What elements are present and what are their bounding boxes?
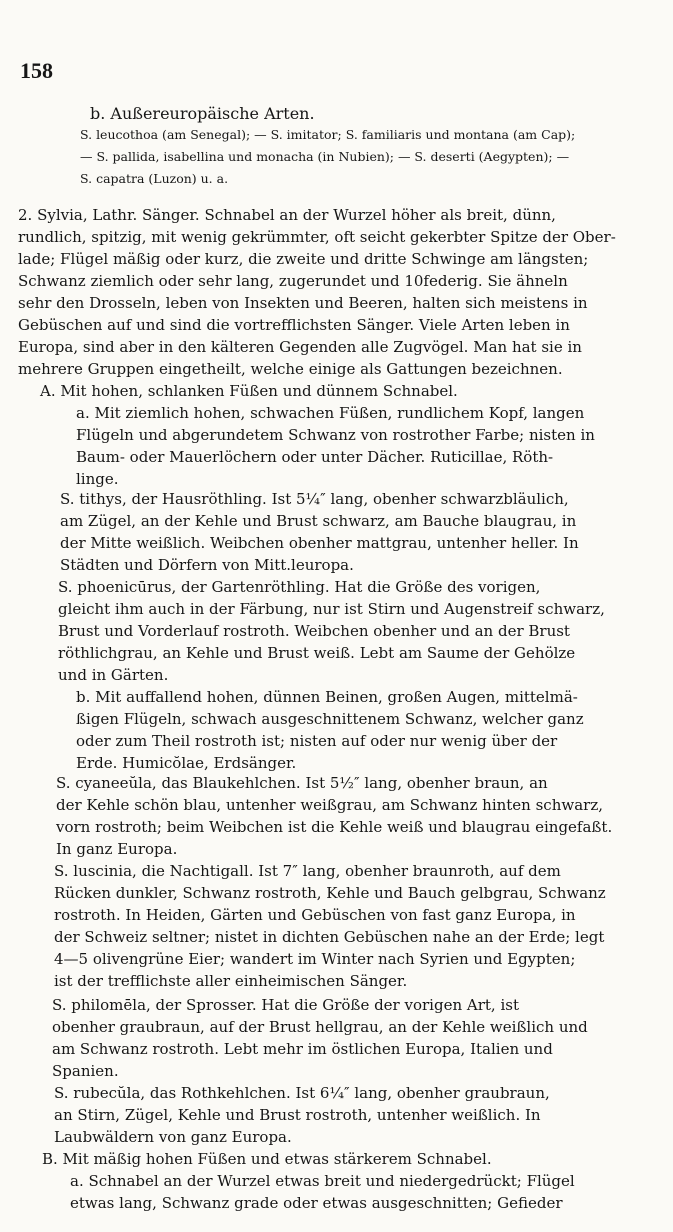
text-line: a. Mit ziemlich hohen, schwachen Füßen, rundlichem Kopf, langen [76,404,585,422]
text-line: rundlich, spitzig, mit wenig gekrümmter, oft seicht gekerbter Spitze der Ober- [18,228,616,246]
text-line: S. luscinia, die Nachtigall. Ist 7″ lang, obenher braunroth, auf dem [54,862,561,880]
text-line: Baum- oder Mauerlöchern oder unter Dächer. Ruticillae, Röth- [76,448,554,466]
text-line: ßigen Flügeln, schwach ausgeschnittenem Schwanz, welcher ganz [76,710,584,728]
species-cyanecula [56,772,673,860]
text-line: In ganz Europa. [56,840,178,858]
text-line: Gebüschen auf und sind die vortrefflichsten Sänger. Viele Arten leben in [18,316,570,334]
text-line: Rücken dunkler, Schwanz rostroth, Kehle und Bauch gelbgrau, Schwanz [54,884,606,902]
text-line: S. phoenicūrus, der Gartenröthling. Hat die Größe des vorigen, [58,578,541,596]
text-line: obenher graubraun, auf der Brust hellgrau, an der Kehle weißlich und [52,1018,588,1036]
text-line: S. tithys, der Hausröthling. Ist 5¼″ lang, obenher schwarzbläulich, [60,490,569,508]
text-line: A. Mit hohen, schlanken Füßen und dünnem Schnabel. [40,382,458,400]
species-philomela [52,994,673,1082]
text-line: ist der trefflichste aller einheimischen Sänger. [54,972,408,990]
text-line: 4—5 olivengrüne Eier; wandert im Winter nach Syrien und Egypten; [54,950,576,968]
text-line: an Stirn, Zügel, Kehle und Brust rostroth, untenher weißlich. In [54,1106,541,1124]
text-line: gleicht ihm auch in der Färbung, nur ist Stirn und Augenstreif schwarz, [58,600,605,618]
text-line: vorn rostroth; beim Weibchen ist die Kehle weiß und blaugrau eingefaßt. [56,818,613,836]
text-line: a. Schnabel an der Wurzel etwas breit und niedergedrückt; Flügel [70,1172,575,1190]
section-heading: b. Außereuropäische Arten. [90,104,315,123]
text-line: S. capatra (Luzon) u. a. [80,171,229,186]
text-line: rostroth. In Heiden, Gärten und Gebüschen von fast ganz Europa, in [54,906,576,924]
intro-paragraph [80,124,673,190]
text-line: Schwanz ziemlich oder sehr lang, zugerundet und 10federig. Sie ähneln [18,272,568,290]
text-line: b. Mit auffallend hohen, dünnen Beinen, großen Augen, mittelmä- [76,688,578,706]
subgroup-b-paragraph [76,686,673,774]
text-line: Erde. Humicŏlae, Erdsänger. [76,754,297,772]
text-line: am Zügel, an der Kehle und Brust schwarz, am Bauche blaugrau, in [60,512,577,530]
text-line: oder zum Theil rostroth ist; nisten auf oder nur wenig über der [76,732,558,750]
text-line: der Kehle schön blau, untenher weißgrau, am Schwanz hinten schwarz, [56,796,603,814]
text-line: Städten und Dörfern von Mitt.leuropa. [60,556,354,574]
species-luscinia [54,860,673,992]
text-line: S. rubecŭla, das Rothkehlchen. Ist 6¼″ lang, obenher graubraun, [54,1084,550,1102]
text-line: und in Gärten. [58,666,169,684]
text-line: — S. pallida, isabellina und monacha (in Nubien); — S. deserti (Aegypten); — [80,149,570,164]
text-line: S. philomēla, der Sprosser. Hat die Größe der vorigen Art, ist [52,996,519,1014]
species-phoenicurus [58,576,673,686]
group-a-heading [40,380,673,402]
text-line: sehr den Drosseln, leben von Insekten und Beeren, halten sich meistens in [18,294,588,312]
text-line: Spanien. [52,1062,119,1080]
subgroup-a-paragraph [76,402,673,490]
text-line: linge. [76,470,119,488]
group-b-heading [42,1148,673,1170]
text-line: der Schweiz seltner; nistet in dichten Gebüschen nahe an der Erde; legt [54,928,605,946]
species-rubecula [54,1082,673,1148]
text-line: lade; Flügel mäßig oder kurz, die zweite und dritte Schwinge am längsten; [18,250,589,268]
text-line: röthlichgrau, an Kehle und Brust weiß. Lebt am Saume der Gehölze [58,644,576,662]
text-line: am Schwanz rostroth. Lebt mehr im östlichen Europa, Italien und [52,1040,553,1058]
text-line: etwas lang, Schwanz grade oder etwas ausgeschnitten; Gefieder [70,1194,563,1212]
text-line: der Mitte weißlich. Weibchen obenher mattgrau, untenher heller. In [60,534,579,552]
subgroup-ba-paragraph [70,1170,673,1214]
genus-paragraph [18,204,658,380]
page-number: 158 [20,58,53,83]
text-line: mehrere Gruppen eingetheilt, welche einige als Gattungen bezeichnen. [18,360,563,378]
text-line: Brust und Vorderlauf rostroth. Weibchen obenher und an der Brust [58,622,570,640]
species-tithys [60,488,673,576]
text-line: Laubwäldern von ganz Europa. [54,1128,292,1146]
text-line: Europa, sind aber in den kälteren Gegenden alle Zugvögel. Man hat sie in [18,338,582,356]
text-line: 2. Sylvia, Lathr. Sänger. Schnabel an der Wurzel höher als breit, dünn, [18,206,556,224]
text-line: S. leucothoa (am Senegal); — S. imitator; S. familiaris und montana (am Cap); [80,127,576,142]
text-line: S. cyaneeŭla, das Blaukehlchen. Ist 5½″ lang, obenher braun, an [56,774,548,792]
text-line: Flügeln und abgerundetem Schwanz von rostrother Farbe; nisten in [76,426,595,444]
text-line: B. Mit mäßig hohen Füßen und etwas stärkerem Schnabel. [42,1150,492,1168]
